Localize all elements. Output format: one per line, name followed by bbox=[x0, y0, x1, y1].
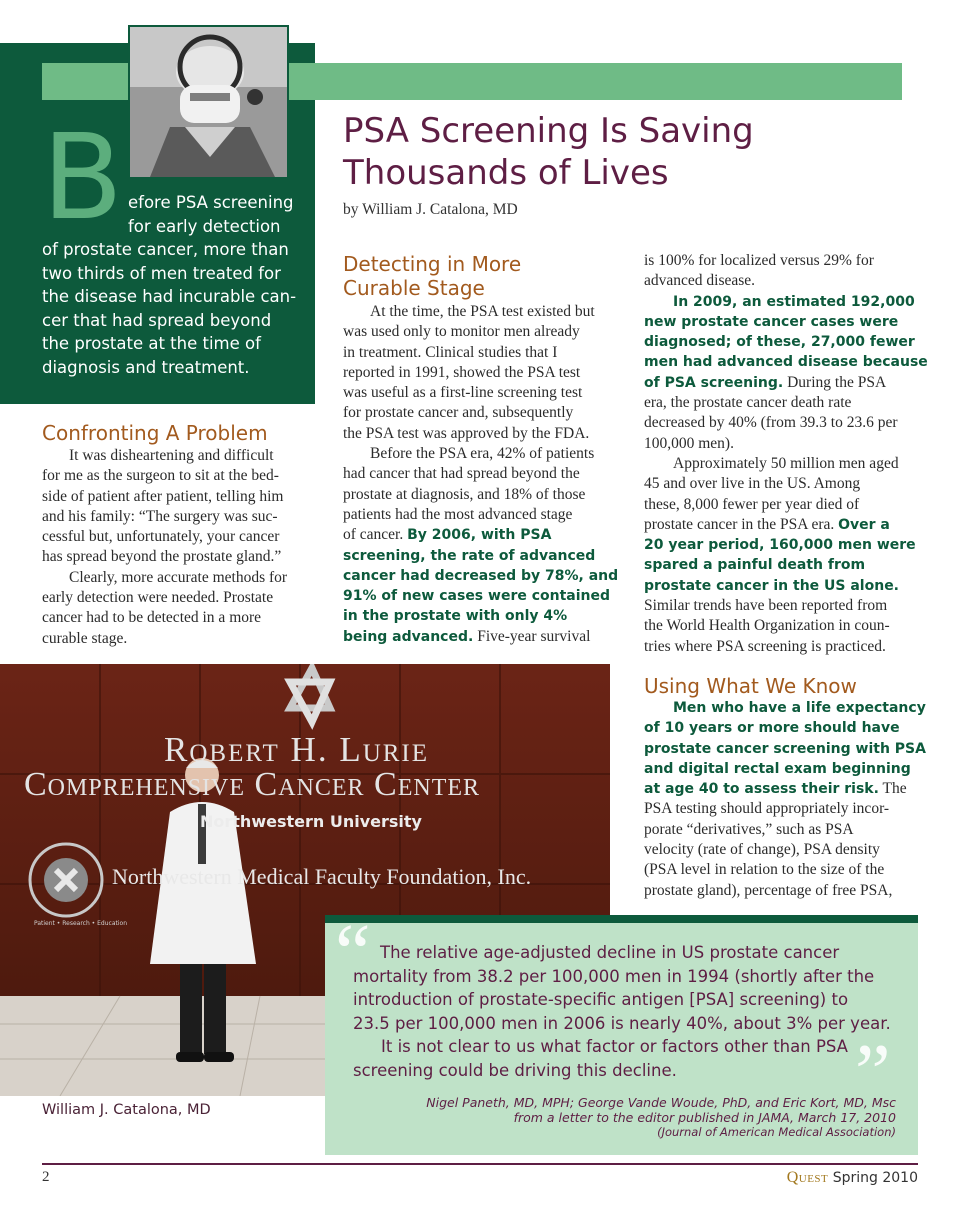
highlight-line: men had advanced disease because bbox=[644, 354, 928, 371]
body-line: Approximately 50 million men aged bbox=[673, 454, 899, 472]
body-text: prostate cancer in the PSA era. bbox=[644, 515, 839, 533]
sign-line-1: Robert H. Lurie bbox=[164, 730, 430, 769]
body-line: Clearly, more accurate methods for bbox=[69, 568, 288, 586]
quote-line: It is not clear to us what factor or factors other than PSA bbox=[381, 1037, 848, 1056]
column-1-body bbox=[42, 446, 287, 649]
body-line: prostate gland), percentage of free PSA, bbox=[644, 881, 893, 899]
intro-line: efore PSA screening bbox=[128, 193, 294, 212]
body-line: tries where PSA screening is practiced. bbox=[644, 637, 886, 655]
highlight-text: at age 40 to assess their risk. bbox=[644, 781, 879, 798]
highlight-line: In 2009, an estimated 192,000 bbox=[673, 293, 915, 310]
section-heading-line: Curable Stage bbox=[343, 276, 485, 300]
body-line: reported in 1991, showed the PSA test bbox=[343, 363, 581, 381]
highlight-line: 91% of new cases were contained bbox=[343, 588, 611, 605]
seal-text: Patient • Research • Education bbox=[34, 920, 127, 927]
highlight-line: diagnosed; of these, 27,000 fewer bbox=[644, 334, 915, 351]
body-line: prostate at diagnosis, and 18% of those bbox=[343, 485, 586, 503]
body-line: cessful but, unfortunately, your cancer bbox=[42, 528, 280, 546]
section-heading-confronting: Confronting A Problem bbox=[42, 421, 268, 445]
body-line: porate “derivatives,” such as PSA bbox=[644, 820, 854, 838]
body-line: (PSA level in relation to the size of the bbox=[644, 861, 885, 879]
body-text: The bbox=[878, 780, 907, 798]
footer-rule bbox=[42, 1163, 918, 1165]
body-line: has spread beyond the prostate gland.” bbox=[42, 548, 282, 566]
highlight-text: being advanced. bbox=[343, 628, 474, 645]
article-title-line: Thousands of Lives bbox=[343, 153, 669, 193]
body-line: 100,000 men). bbox=[644, 434, 734, 452]
body-line bbox=[644, 515, 928, 535]
magazine-name: Quest bbox=[786, 1169, 829, 1186]
body-line bbox=[343, 627, 618, 647]
body-text: of cancer. bbox=[343, 526, 408, 544]
body-line: for me as the surgeon to sit at the bed- bbox=[42, 467, 279, 485]
highlight-line: of 10 years or more should have bbox=[644, 720, 900, 737]
column-2-body bbox=[343, 302, 618, 647]
issue-label: Spring 2010 bbox=[832, 1170, 918, 1186]
body-line: was used only to monitor men already bbox=[343, 323, 580, 341]
byline: by William J. Catalona, MD bbox=[343, 201, 518, 218]
surgeon-photo bbox=[128, 25, 289, 179]
page-number: 2 bbox=[42, 1169, 50, 1185]
body-line: for prostate cancer and, subsequently bbox=[343, 404, 574, 422]
body-line: in treatment. Clinical studies that I bbox=[343, 343, 558, 361]
column-3-body-lower bbox=[644, 698, 926, 901]
body-line: was useful as a first-line screening test bbox=[343, 384, 583, 402]
intro-line: of prostate cancer, more than bbox=[42, 240, 289, 259]
body-line: advanced disease. bbox=[644, 272, 756, 290]
highlight-text: By 2006, with PSA bbox=[407, 527, 552, 544]
sign-line-3: Northwestern University bbox=[200, 812, 422, 831]
quote-line: screening could be driving this decline. bbox=[353, 1060, 677, 1080]
highlight-line: cancer had decreased by 78%, and bbox=[343, 567, 619, 584]
body-line bbox=[644, 779, 926, 799]
drop-cap: B bbox=[42, 108, 123, 246]
body-line: curable stage. bbox=[42, 629, 128, 647]
highlight-line: and digital rectal exam beginning bbox=[644, 760, 911, 777]
highlight-line: in the prostate with only 4% bbox=[343, 608, 568, 625]
highlight-line: new prostate cancer cases were bbox=[644, 313, 899, 330]
body-line: and his family: “The surgery was suc- bbox=[42, 507, 278, 525]
body-line: Similar trends have been reported from bbox=[644, 597, 888, 615]
intro-line: the disease had incurable can- bbox=[42, 287, 297, 306]
body-line: It was disheartening and difficult bbox=[69, 447, 274, 464]
attribution-line: Nigel Paneth, MD, MPH; George Vande Woude, PhD, and Eric Kort, MD, Msc bbox=[426, 1095, 896, 1110]
intro-line: diagnosis and treatment. bbox=[42, 357, 250, 377]
highlight-line: prostate cancer in the US alone. bbox=[644, 577, 900, 594]
body-line: decreased by 40% (from 39.3 to 23.6 per bbox=[644, 414, 898, 432]
body-text: During the PSA bbox=[783, 373, 887, 391]
body-line: PSA testing should appropriately incor- bbox=[644, 800, 890, 818]
column-3-body bbox=[644, 251, 928, 657]
body-line: patients had the most advanced stage bbox=[343, 505, 573, 523]
highlight-line: screening, the rate of advanced bbox=[343, 547, 596, 564]
body-line: had cancer that had spread beyond the bbox=[343, 465, 580, 483]
body-line: the World Health Organization in coun- bbox=[644, 617, 890, 635]
attribution-line: (Journal of American Medical Association) bbox=[657, 1125, 896, 1139]
intro-line: cer that had spread beyond bbox=[42, 310, 272, 330]
highlight-line: 20 year period, 160,000 men were bbox=[644, 537, 916, 554]
intro-line: the prostate at the time of bbox=[42, 334, 261, 353]
sign-line-4: Northwestern Medical Faculty Foundation, Inc. bbox=[112, 864, 532, 889]
highlight-line: prostate cancer screening with PSA bbox=[644, 740, 926, 757]
article-title bbox=[343, 110, 754, 194]
body-line: is 100% for localized versus 29% for bbox=[644, 252, 874, 269]
sign-line-2: Comprehensive Cancer Center bbox=[24, 766, 481, 803]
quote-line: mortality from 38.2 per 100,000 men in 1994 (shortly after the bbox=[353, 966, 875, 986]
body-line: Before the PSA era, 42% of patients bbox=[370, 445, 595, 463]
footer-issue bbox=[787, 1169, 918, 1187]
photo-caption: William J. Catalona, MD bbox=[42, 1102, 211, 1118]
body-line: early detection were needed. Prostate bbox=[42, 589, 274, 607]
intro-line: for early detection bbox=[128, 216, 281, 236]
body-line: At the time, the PSA test existed but bbox=[370, 303, 595, 320]
surgeon-illustration bbox=[130, 27, 287, 177]
body-line: 45 and over live in the US. Among bbox=[644, 475, 861, 493]
highlight-line: spared a painful death from bbox=[644, 557, 866, 574]
body-line: cancer had to be detected in a more bbox=[42, 609, 262, 627]
highlight-text: of PSA screening. bbox=[644, 374, 784, 391]
section-heading-using: Using What We Know bbox=[644, 674, 857, 698]
article-title-line: PSA Screening Is Saving bbox=[343, 111, 754, 151]
body-line bbox=[644, 373, 928, 393]
intro-line: two thirds of men treated for bbox=[42, 263, 281, 283]
body-line: side of patient after patient, telling him bbox=[42, 487, 284, 505]
section-heading-detecting bbox=[343, 252, 521, 300]
pull-quote-box bbox=[325, 909, 918, 1155]
highlight-text: Over a bbox=[838, 516, 890, 533]
highlight-line: Men who have a life expectancy bbox=[673, 700, 926, 716]
section-heading-line: Detecting in More bbox=[343, 252, 522, 276]
quote-line: introduction of prostate-specific antigen [PSA] screening) to bbox=[353, 990, 849, 1009]
body-line: era, the prostate cancer death rate bbox=[644, 394, 852, 412]
body-line: the PSA test was approved by the FDA. bbox=[343, 424, 590, 442]
quote-line: 23.5 per 100,000 men in 2006 is nearly 40%, about 3% per year. bbox=[353, 1013, 891, 1033]
quote-line: The relative age-adjusted decline in US prostate cancer bbox=[380, 943, 840, 962]
close-quote-mark: ” bbox=[855, 1029, 891, 1117]
open-quote-mark: “ bbox=[335, 909, 371, 997]
attribution-line: from a letter to the editor published in JAMA, March 17, 2010 bbox=[513, 1110, 896, 1125]
body-line: these, 8,000 fewer per year died of bbox=[644, 495, 860, 513]
body-line: velocity (rate of change), PSA density bbox=[644, 841, 880, 859]
body-line bbox=[343, 525, 618, 545]
body-text: Five-year survival bbox=[473, 627, 591, 645]
quote-attribution bbox=[426, 1095, 896, 1139]
